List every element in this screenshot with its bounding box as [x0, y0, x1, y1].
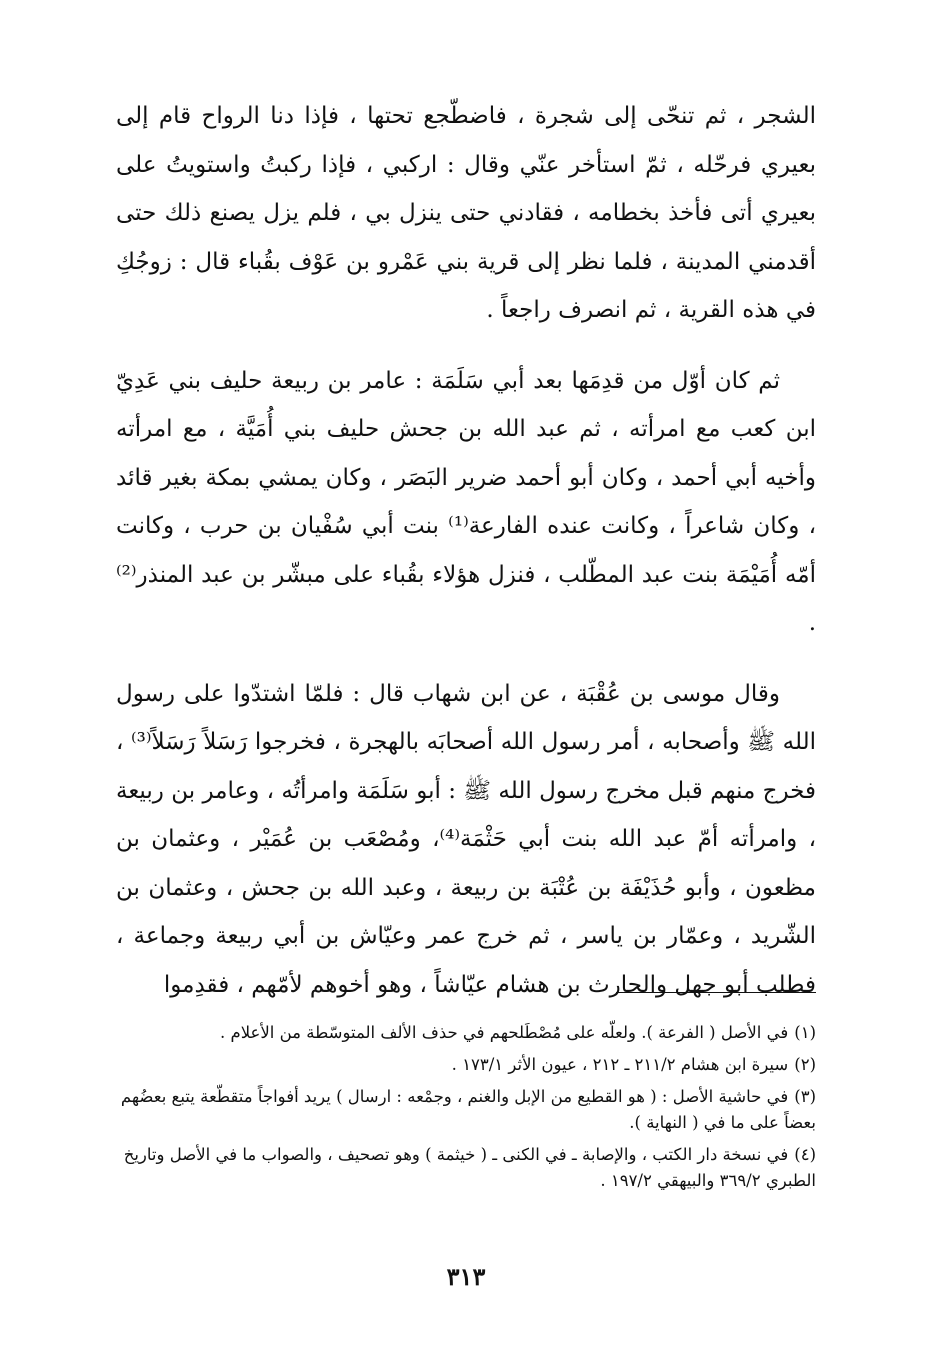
footnote-text: في نسخة دار الكتب ، والإصابة ـ في الكنى ـ ( خيثمة ) وهو تصحيف ، والصواب ما في الأصل وتاريخ الطبري ٣٦٩/٢ والبيهقي ١٩٧/٢ . [123, 1145, 816, 1190]
footnote-number: (٢) [794, 1055, 816, 1074]
footnote-4 [116, 1142, 816, 1194]
paragraph-1: الشجر ، ثم تنحّى إلى شجرة ، فاضطّجع تحتها ، فإذا دنا الرواح قام إلى بعيري فرحّله ، ثمّ استأخر عنّي وقال : اركبي ، فإذا ركبتُ واستويتُ على بعيري أتى فأخذ بخطامه ، فقادني حتى ينزل بي ، فلم يزل يصنع ذلك حتى أقدمني المدينة ، فلما نظر إلى قرية بني عَمْرو بن عَوْف بقُباء قال : زوجُكِ في هذه القرية ، ثم انصرف راجعاً . [116, 103, 816, 323]
footnote-1 [116, 1020, 816, 1046]
footnote-number: (٣) [794, 1087, 816, 1106]
footnote-2 [116, 1052, 816, 1078]
paragraph-3: وقال موسى بن عُقْبَة ، عن ابن شهاب قال : فلمّا اشتدّوا على رسول الله ﷺ وأصحابه ، أمر رسول الله أصحابَه بالهجرة ، فخرجوا رَسَلاً رَسَلاً⁽³⁾ ، فخرج منهم قبل مخرج رسول الله ﷺ : أبو سَلَمَة وامرأتُه ، وعامر بن ربيعة ، وامرأته أمّ عبد الله بنت أبي حَثْمَة⁽⁴⁾، ومُصْعَب بن عُمَيْر ، وعثمان بن مظعون ، وأبو حُذَيْفَة بن عُتْبَة بن ربيعة ، وعبد الله بن جحش ، وعثمان بن الشّريد ، وعمّار بن ياسر ، ثم خرج عمر وعيّاش بن أبي ربيعة وجماعة ، فطلب أبو جهل والحارث بن هشام عيّاشاً ، وهو أخوهم لأمّهم ، فقدِموا [116, 680, 816, 998]
page-number: ٣١٣ [446, 1262, 486, 1291]
footnote-text: في حاشية الأصل : ( هو القطيع من الإبل والغنم ، وجمْعه : ارسال ) يريد أفواجاً متقطّعة يتبع بعضُهم بعضاً على ما في ( النهاية ). [120, 1087, 816, 1132]
footnote-text: سيرة ابن هشام ٢١١/٢ ـ ٢١٢ ، عيون الأثر ١٧٣/١ . [451, 1055, 789, 1074]
footnote-3 [116, 1084, 816, 1136]
footnote-number: (١) [794, 1023, 816, 1042]
footnotes-list [116, 1020, 816, 1200]
footnote-text: في الأصل ( الفرعة ). ولعلّه على مُصْطَلحهم في حذف الألف المتوسّطة من الأعلام . [219, 1023, 789, 1042]
footnote-number: (٤) [794, 1145, 816, 1164]
main-text [116, 92, 816, 1009]
paragraph-2: ثم كان أوّل من قدِمَها بعد أبي سَلَمَة : عامر بن ربيعة حليف بني عَدِيّ ابن كعب مع امرأته ، ثم عبد الله بن جحش حليف بني أُمَيَّة ، مع امرأته وأخيه أبي أحمد ، وكان أبو أحمد ضرير البَصَر ، وكان يمشي بمكة بغير قائد ، وكان شاعراً ، وكانت عنده الفارعة⁽¹⁾ بنت أبي سُفْيان بن حرب ، وكانت أمّه أُمَيْمَة بنت عبد المطّلب ، فنزل هؤلاء بقُباء على مبشّر بن عبد المنذر⁽²⁾ . [116, 367, 816, 636]
footnote-divider [616, 992, 816, 993]
